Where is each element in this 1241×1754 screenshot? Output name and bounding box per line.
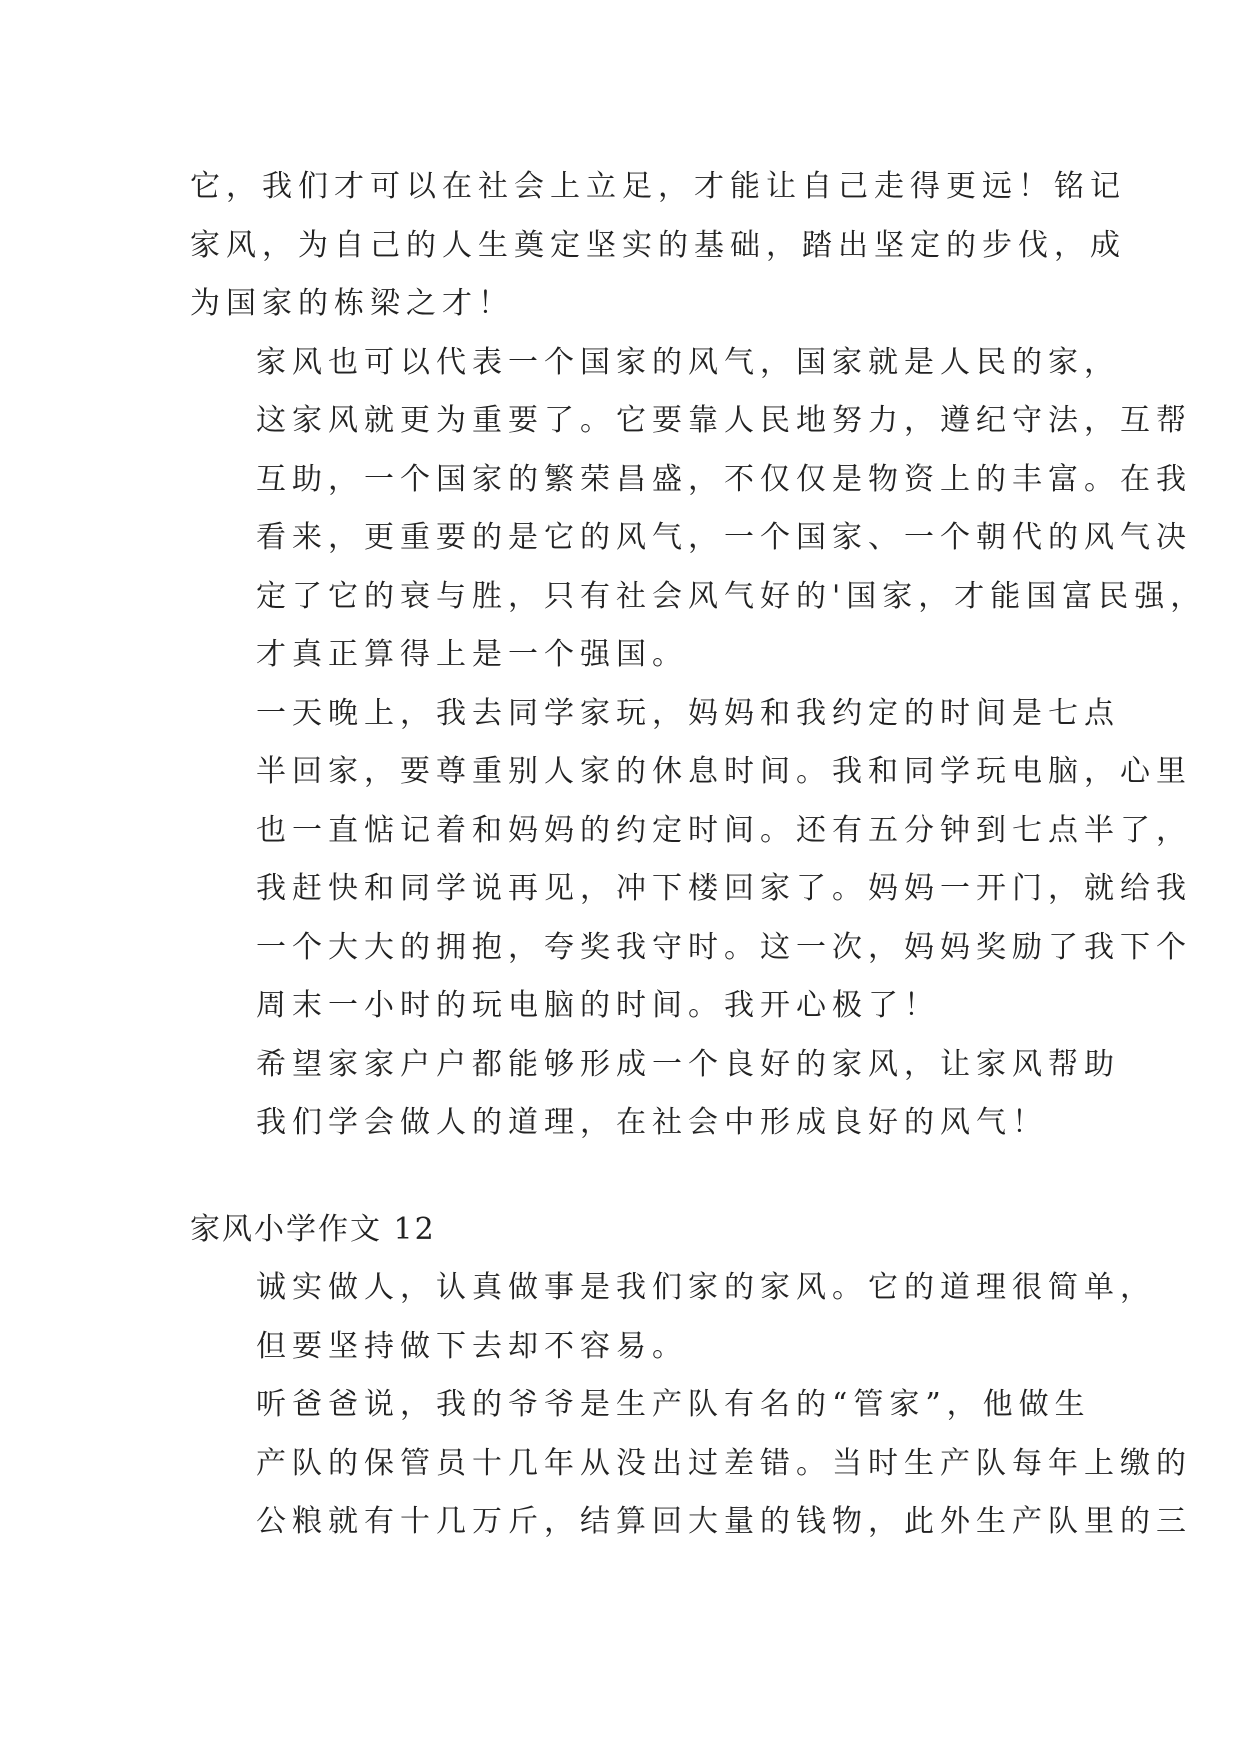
paragraph-group-top xyxy=(190,158,1207,1153)
text-line: 看来，更重要的是它的风气，一个国家、一个朝代的风气决 xyxy=(256,520,1192,555)
text-line: 听爸爸说，我的爷爷是生产队有名的“管家”，他做生 xyxy=(256,1387,1091,1422)
text-line: 家风也可以代表一个国家的风气，国家就是人民的家， xyxy=(256,344,1120,380)
section-title: 家风小学作文 12 xyxy=(190,1211,436,1247)
text-line: 一个大大的拥抱，夸奖我守时。这一次，妈妈奖励了我下个 xyxy=(256,929,1192,965)
text-line: 家风，为自己的人生奠定坚实的基础，踏出坚定的步伐，成 xyxy=(190,227,1126,263)
text-line: 这家风就更为重要了。它要靠人民地努力，遵纪守法，互帮 xyxy=(256,403,1192,438)
text-line: 它，我们才可以在社会上立足，才能让自己走得更远！铭记 xyxy=(190,169,1126,204)
paragraph xyxy=(190,1376,1192,1552)
document-body xyxy=(190,158,1207,1552)
text-line: 但要坚持做下去却不容易。 xyxy=(256,1328,688,1364)
text-line: 希望家家户户都能够形成一个良好的家风，让家风帮助 xyxy=(256,1046,1120,1082)
paragraph xyxy=(190,1036,1120,1153)
paragraph-group-bottom xyxy=(190,1259,1192,1552)
text-line: 互助，一个国家的繁荣昌盛，不仅仅是物资上的丰富。在我 xyxy=(256,461,1192,497)
text-line: 诚实做人，认真做事是我们家的家风。它的道理很简单， xyxy=(256,1270,1156,1305)
text-line: 产队的保管员十几年从没出过差错。当时生产队每年上缴的 xyxy=(256,1445,1192,1481)
paragraph xyxy=(190,685,1192,1036)
text-line: 我们学会做人的道理，在社会中形成良好的风气！ xyxy=(256,1105,1048,1140)
text-line: 才真正算得上是一个强国。 xyxy=(256,637,688,672)
text-line: 周末一小时的玩电脑的时间。我开心极了！ xyxy=(256,988,940,1023)
paragraph xyxy=(190,158,1126,334)
paragraph xyxy=(190,334,1207,685)
paragraph xyxy=(190,1259,1156,1376)
text-line: 公粮就有十几万斤，结算回大量的钱物，此外生产队里的三 xyxy=(256,1504,1192,1539)
text-line: 我赶快和同学说再见，冲下楼回家了。妈妈一开门，就给我 xyxy=(256,871,1192,906)
text-line: 定了它的衰与胜，只有社会风气好的'国家，才能国富民强， xyxy=(256,578,1207,614)
text-line: 为国家的栋梁之才！ xyxy=(190,286,514,321)
text-line: 也一直惦记着和妈妈的约定时间。还有五分钟到七点半了， xyxy=(256,812,1192,848)
text-line: 半回家，要尊重别人家的休息时间。我和同学玩电脑，心里 xyxy=(256,754,1192,789)
text-line: 一天晚上，我去同学家玩，妈妈和我约定的时间是七点 xyxy=(256,695,1120,731)
